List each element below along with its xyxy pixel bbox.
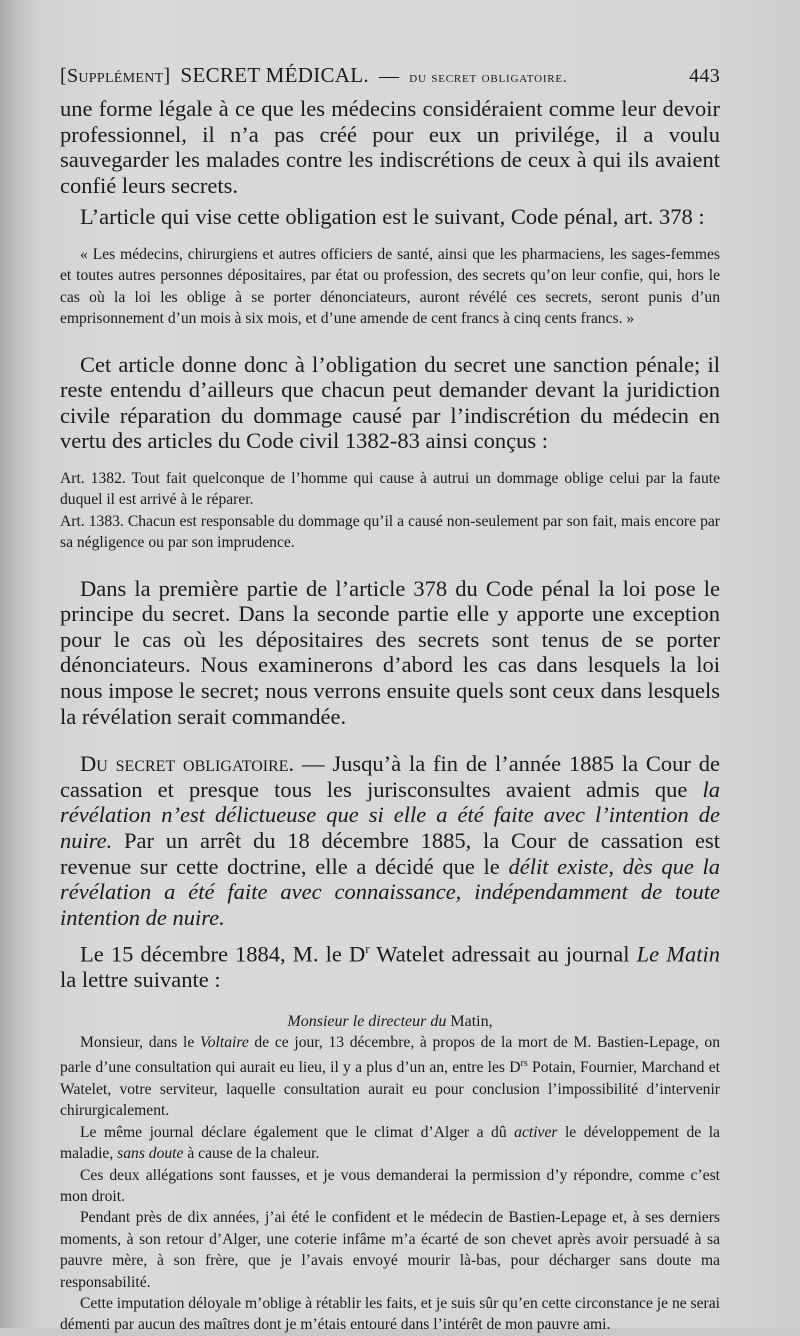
letter-paragraph-2: Le même journal déclare également que le climat d’Alger a dû activer le développement de la maladie, sans doute à cause de la chaleur.	[60, 1123, 720, 1163]
running-header	[60, 62, 720, 91]
page-body	[60, 96, 720, 1336]
letter-salutation: Monsieur le directeur du Matin,	[287, 1013, 493, 1030]
paragraph-article-intro: L’article qui vise cette obligation est le suivant, Code pénal, art. 378 :	[80, 204, 705, 230]
header-section: [Supplément]	[60, 65, 171, 87]
article-1383: Art. 1383. Chacun est responsable du dommage qu’il a causé non-seulement par son fait, mais encore par sa négligence ou par son imprudence.	[60, 512, 720, 552]
letter-paragraph-3: Ces deux allégations sont fausses, et je vous demanderai la permission d’y répondre, comme c’est mon droit.	[60, 1166, 720, 1206]
header-title: SECRET MÉDICAL.	[180, 63, 369, 87]
paragraph-watelet: Le 15 décembre 1884, M. le $D^r$ Watelet adressait au journal Le Matin la lettre suivante :	[60, 941, 720, 993]
paragraph-principle: Dans la première partie de l’article 378 du Code pénal la loi pose le principe du secret. Dans la seconde partie elle y apporte une exception pour le cas où les dépositaires des secrets sont tenus de se porter dénonciateurs. Nous examinerons d’abord les cas dans lesquels la loi nous impose le secret; nous verrons ensuite quels sont ceux dans lesquels la révélation serait commandée.	[60, 575, 720, 729]
letter-paragraph-1: Monsieur, dans le Voltaire de ce jour, 13 décembre, à propos de la mort de M. Bastien-Lepage, on parle d’une consultation qui aurait eu lieu, il y a plus d’un an, entre les $D^{rs}$ Potain, Fournier, Marchand et Watelet, votre serviteur, laquelle consultation aurait eu pour conclusion l’impossibilité d’intervenir chirurgicalement.	[60, 1034, 720, 1120]
letter-paragraph-5: Cette imputation déloyale m’oblige à rétablir les faits, et je suis sûr qu’en cette circonstance je ne serai démenti par aucun des maîtres dont je m’étais entouré dans l’intérêt de mon pauvre ami.	[60, 1295, 720, 1334]
letter-paragraph-4: Pendant près de dix années, j’ai été le confident et le médecin de Bastien-Lepage et, à ses derniers moments, à son retour d’Alger, une coterie infâme m’a écarté de son chevet après avoir persuadé à sa pauvre mère, à son frère, que je l’avais envoyé mourir là-bas, pour décharger sans doute ma responsabilité.	[60, 1209, 720, 1291]
paragraph-continuation: une forme légale à ce que les médecins considéraient comme leur devoir professionnel, il n’a pas créé pour eux un privilége, il a voulu sauvegarder les malades contre les indiscrétions de ceux à qui ils avaient confié leurs secrets.	[60, 96, 720, 198]
paragraph-sanction: Cet article donne donc à l’obligation du secret une sanction pénale; il reste entendu d’ailleurs que chacun peut demander devant la juridiction civile réparation du dommage causé par l’indiscrétion du médecin en vertu des articles du Code civil 1382-83 ainsi conçus :	[60, 351, 720, 454]
article-1382: Art. 1382. Tout fait quelconque de l’homme qui cause à autrui un dommage oblige celui par la faute duquel il est arrivé à le réparer.	[60, 469, 720, 509]
paragraph-secret-obligatoire: Du secret obligatoire. — Jusqu’à la fin de l’année 1885 la Cour de cassation et presque tous les jurisconsultes avaient admis que la révélation n’est délictueuse que si elle a été faite avec l’intention de nuire. Par un arrêt du 18 décembre 1885, la Cour de cassation est revenue sur cette doctrine, elle a décidé que le délit existe, dès que la révélation a été faite avec connaissance, indépendamment de toute intention de nuire.	[60, 751, 721, 930]
code-penal-quote: « Les médecins, chirurgiens et autres officiers de santé, ainsi que les pharmaciens, les sages-femmes et toutes autres personnes dépositaires, par état ou profession, des secrets qu’on leur confie, qui, hors le cas où la loi les oblige à se porter dénonciateurs, auront révélé ces secrets, seront punis d’un emprisonnement d’un mois à six mois, et d’une amende de cent francs à cinq cents francs. »	[60, 245, 720, 328]
header-subtitle: du secret obligatoire.	[409, 70, 568, 86]
page-number: 443	[689, 65, 720, 87]
section-heading: Du secret obligatoire.	[80, 751, 295, 777]
header-dash: —	[378, 65, 400, 87]
